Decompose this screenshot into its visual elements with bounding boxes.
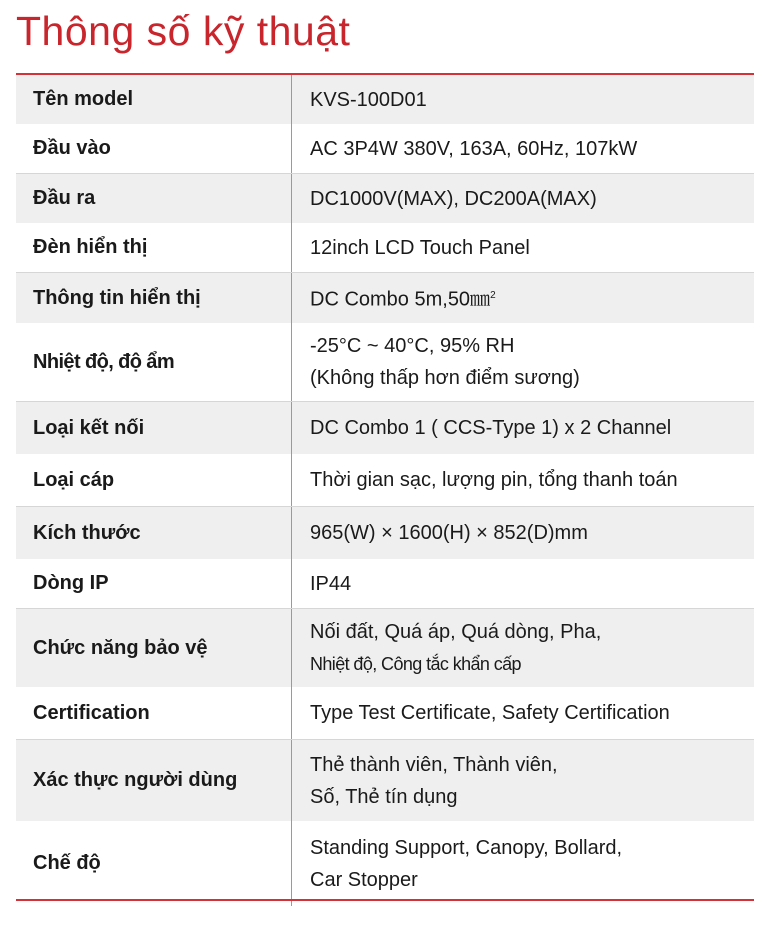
row-label: Chế độ — [16, 821, 292, 906]
row-value: IP44 — [292, 559, 755, 609]
table-row — [16, 273, 754, 324]
table-bottom-rule — [16, 899, 754, 901]
row-value: 965(W) × 1600(H) × 852(D)mm — [292, 507, 755, 560]
row-label: Xác thực người dùng — [16, 740, 292, 822]
row-label: Đầu vào — [16, 124, 292, 174]
row-value: Type Test Certificate, Safety Certification — [292, 687, 755, 740]
table-row — [16, 821, 754, 906]
row-label: Tên model — [16, 75, 292, 124]
row-value — [292, 821, 755, 906]
table-row — [16, 687, 754, 740]
row-value-text: DC Combo 5m,50㎜ — [310, 288, 491, 311]
row-value-line: Standing Support, Canopy, Bollard, — [310, 836, 623, 859]
table-row — [16, 559, 754, 609]
row-value — [292, 323, 755, 402]
row-value — [292, 609, 755, 688]
row-value-line: Car Stopper — [310, 868, 418, 891]
row-label: Nhiệt độ, độ ẩm — [16, 323, 292, 402]
row-value-line: Thẻ thành viên, Thành viên, — [310, 753, 558, 776]
superscript: 2 — [490, 290, 496, 302]
row-label: Đèn hiển thị — [16, 223, 292, 273]
table-row — [16, 740, 754, 822]
row-value — [292, 273, 755, 324]
row-value — [292, 740, 755, 822]
row-value-line: Nối đất, Quá áp, Quá dòng, Pha, — [310, 621, 602, 643]
row-label: Loại cáp — [16, 454, 292, 507]
spec-table — [16, 75, 754, 906]
row-value: DC Combo 1 ( CCS-Type 1) x 2 Channel — [292, 402, 755, 455]
row-label: Certification — [16, 687, 292, 740]
page-title: Thông số kỹ thuật — [16, 8, 351, 54]
table-row — [16, 609, 754, 688]
table-row — [16, 454, 754, 507]
row-value: 12inch LCD Touch Panel — [292, 223, 755, 273]
row-value: Thời gian sạc, lượng pin, tổng thanh toán — [292, 454, 755, 507]
row-value-line: Số, Thẻ tín dụng — [310, 785, 458, 808]
row-value-line: Nhiệt độ, Công tắc khẩn cấp — [310, 654, 521, 674]
table-row — [16, 402, 754, 455]
row-label: Kích thước — [16, 507, 292, 560]
row-value-line: -25°C ~ 40°C, 95% RH — [310, 335, 515, 357]
row-value-line: (Không thấp hơn điểm sương) — [310, 367, 580, 389]
row-value: DC1000V(MAX), DC200A(MAX) — [292, 174, 755, 224]
row-value: AC 3P4W 380V, 163A, 60Hz, 107kW — [292, 124, 755, 174]
row-label: Đầu ra — [16, 174, 292, 224]
table-row — [16, 507, 754, 560]
row-label: Dòng IP — [16, 559, 292, 609]
table-row — [16, 323, 754, 402]
row-label: Chức năng bảo vệ — [16, 609, 292, 688]
row-value: KVS-100D01 — [292, 75, 755, 124]
table-row — [16, 124, 754, 174]
row-label: Loại kết nối — [16, 402, 292, 455]
table-row — [16, 223, 754, 273]
row-label: Thông tin hiển thị — [16, 273, 292, 324]
table-row — [16, 174, 754, 224]
table-row — [16, 75, 754, 124]
